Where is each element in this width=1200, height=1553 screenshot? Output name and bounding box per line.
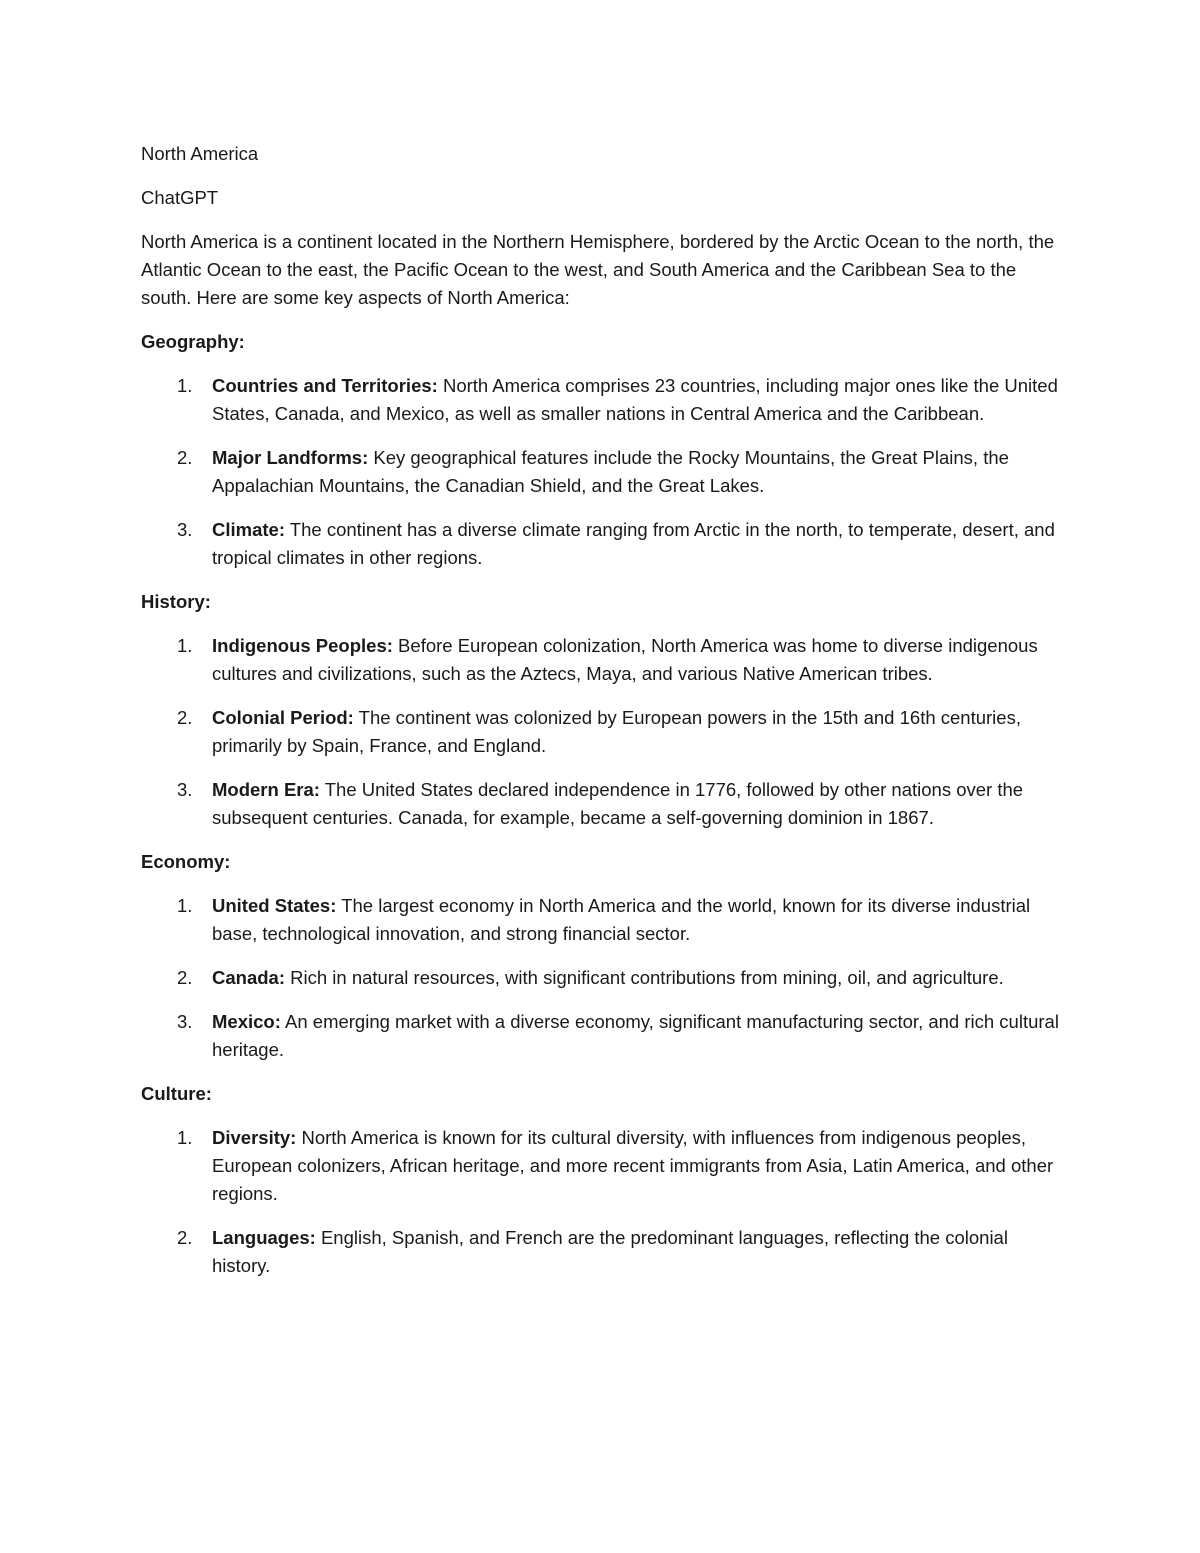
list-number: 3. <box>177 779 193 800</box>
list-number: 2. <box>177 967 193 988</box>
list-text: The largest economy in North America and the world, known for its diverse industrial base, technological innovation, and strong financial sector. <box>212 895 1031 944</box>
list-item <box>141 1124 1061 1208</box>
list-text: English, Spanish, and French are the predominant languages, reflecting the colonial history. <box>212 1227 1008 1276</box>
list-term: United States: <box>212 895 337 916</box>
list-term: Mexico: <box>212 1011 281 1032</box>
list-geography <box>141 372 1061 572</box>
list-term: Canada: <box>212 967 285 988</box>
list-term: Modern Era: <box>212 779 320 800</box>
list-text: Before European colonization, North America was home to diverse indigenous cultures and civilizations, such as the Aztecs, Maya, and various Native American tribes. <box>212 635 1038 684</box>
list-history <box>141 632 1061 832</box>
list-term: Countries and Territories: <box>212 375 438 396</box>
list-number: 3. <box>177 519 193 540</box>
list-item <box>141 516 1061 572</box>
list-text: The United States declared independence in 1776, followed by other nations over the subsequent centuries. Canada, for example, became a self-governing dominion in 1867. <box>212 779 1024 828</box>
section-heading-economy: Economy: <box>141 851 231 872</box>
list-item <box>141 964 1061 992</box>
list-number: 1. <box>177 375 193 396</box>
list-item <box>141 704 1061 760</box>
document-page <box>141 140 1061 1296</box>
list-text: North America comprises 23 countries, including major ones like the United States, Canada, and Mexico, as well as smaller nations in Central America and the Caribbean. <box>212 375 1058 424</box>
list-item <box>141 372 1061 428</box>
list-term: Climate: <box>212 519 285 540</box>
document-title: North America <box>141 143 259 164</box>
list-text: North America is known for its cultural diversity, with influences from indigenous peoples, European colonizers, African heritage, and more recent immigrants from Asia, Latin America, and other regions. <box>212 1127 1054 1204</box>
section-heading-history: History: <box>141 591 211 612</box>
section-heading-geography: Geography: <box>141 331 245 352</box>
list-economy <box>141 892 1061 1064</box>
list-item <box>141 1008 1061 1064</box>
list-culture <box>141 1124 1061 1280</box>
list-item <box>141 776 1061 832</box>
list-text: An emerging market with a diverse economy, significant manufacturing sector, and rich cultural heritage. <box>212 1011 1059 1060</box>
list-term: Diversity: <box>212 1127 297 1148</box>
list-term: Colonial Period: <box>212 707 354 728</box>
list-text: The continent was colonized by European powers in the 15th and 16th centuries, primarily by Spain, France, and England. <box>212 707 1021 756</box>
list-text: The continent has a diverse climate ranging from Arctic in the north, to temperate, desert, and tropical climates in other regions. <box>212 519 1055 568</box>
list-number: 1. <box>177 895 193 916</box>
list-number: 1. <box>177 1127 193 1148</box>
list-number: 2. <box>177 1227 193 1248</box>
list-term: Indigenous Peoples: <box>212 635 393 656</box>
list-number: 3. <box>177 1011 193 1032</box>
list-text: Rich in natural resources, with significant contributions from mining, oil, and agriculture. <box>285 967 1004 988</box>
list-item <box>141 892 1061 948</box>
document-author: ChatGPT <box>141 187 219 208</box>
list-number: 1. <box>177 635 193 656</box>
list-number: 2. <box>177 707 193 728</box>
list-item <box>141 632 1061 688</box>
list-number: 2. <box>177 447 193 468</box>
list-term: Major Landforms: <box>212 447 369 468</box>
list-term: Languages: <box>212 1227 316 1248</box>
section-heading-culture: Culture: <box>141 1083 212 1104</box>
intro-paragraph: North America is a continent located in the Northern Hemisphere, bordered by the Arctic Ocean to the north, the Atlantic Ocean to the east, the Pacific Ocean to the west, and South America and the Caribbean Sea to the south. Here are some key aspects of North America: <box>141 231 1055 308</box>
list-item <box>141 444 1061 500</box>
list-text: Key geographical features include the Rocky Mountains, the Great Plains, the Appalachian Mountains, the Canadian Shield, and the Great Lakes. <box>212 447 1009 496</box>
list-item <box>141 1224 1061 1280</box>
